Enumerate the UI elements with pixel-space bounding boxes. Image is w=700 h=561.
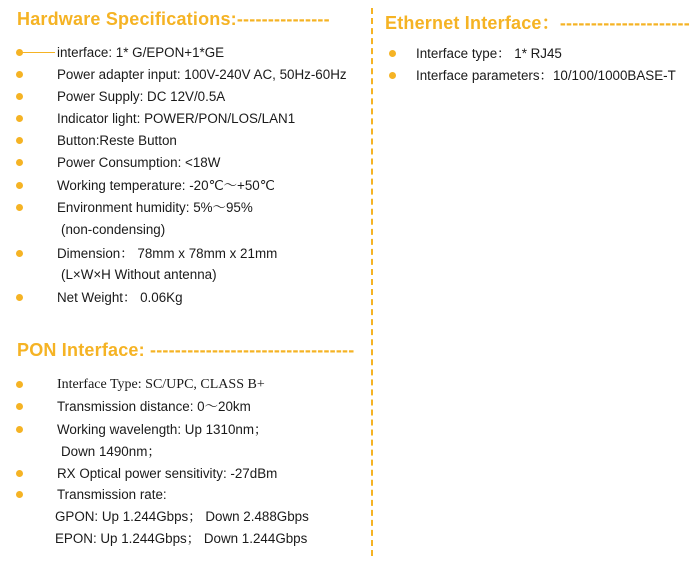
- leader-line: [22, 52, 55, 53]
- bullet-icon: [16, 426, 23, 433]
- ethernet-interface-type: Interface type： 1* RJ45: [416, 46, 562, 61]
- bullet-icon: [16, 115, 23, 122]
- spec-interface: interface: 1* G/EPON+1*GE: [57, 45, 225, 60]
- spec-dimension-note: (L×W×H Without antenna): [61, 267, 217, 282]
- bullet-icon: [16, 204, 23, 211]
- section-divider: [371, 8, 373, 556]
- spec-net-weight: Net Weight： 0.06Kg: [57, 290, 183, 305]
- bullet-icon: [389, 50, 396, 57]
- bullet-icon: [389, 72, 396, 79]
- pon-gpon-rate: GPON: Up 1.244Gbps； Down 2.488Gbps: [55, 509, 309, 524]
- ethernet-title: Ethernet Interface：---------------------: [385, 13, 690, 33]
- spec-power-consumption: Power Consumption: <18W: [57, 155, 221, 170]
- spec-humidity-note: (non-condensing): [61, 222, 166, 237]
- pon-wavelength-down: Down 1490nm；: [61, 444, 161, 459]
- bullet-icon: [16, 381, 23, 388]
- ethernet-interface-params: Interface parameters：10/100/1000BASE-T: [416, 68, 676, 83]
- bullet-icon: [16, 294, 23, 301]
- bullet-icon: [16, 182, 23, 189]
- spec-button-text: Button:Reste Button: [57, 133, 177, 148]
- pon-title: PON Interface: ---------------------------------: [17, 340, 355, 360]
- pon-rx-sensitivity: RX Optical power sensitivity: -27dBm: [57, 466, 278, 481]
- spec-button: [57, 133, 177, 149]
- hardware-title: Hardware Specifications:---------------: [17, 9, 330, 29]
- spec-indicator: Indicator light: POWER/PON/LOS/LAN1: [57, 111, 296, 126]
- bullet-icon: [16, 403, 23, 410]
- bullet-icon: [16, 159, 23, 166]
- pon-interface-type: Interface Type: SC/UPC, CLASS B+: [57, 377, 265, 392]
- spec-working-temp: Working temperature: -20℃～+50℃: [57, 178, 275, 193]
- bullet-icon: [16, 71, 23, 78]
- pon-working-wavelength: Working wavelength: Up 1310nm；: [57, 422, 268, 437]
- spec-power-supply: Power Supply: DC 12V/0.5A: [57, 89, 226, 104]
- bullet-icon: [16, 491, 23, 498]
- spec-dimension: Dimension： 78mm x 78mm x 21mm: [57, 246, 278, 261]
- bullet-icon: [16, 250, 23, 257]
- pon-transmission-distance: Transmission distance: 0～20km: [57, 399, 251, 414]
- bullet-icon: [16, 137, 23, 144]
- pon-transmission-rate: Transmission rate:: [57, 487, 167, 502]
- spec-power-adapter: Power adapter input: 100V-240V AC, 50Hz-60Hz: [57, 67, 347, 82]
- bullet-icon: [16, 49, 23, 56]
- bullet-icon: [16, 470, 23, 477]
- spec-humidity: Environment humidity: 5%～95%: [57, 200, 253, 215]
- pon-epon-rate: EPON: Up 1.244Gbps； Down 1.244Gbps: [55, 531, 308, 546]
- bullet-icon: [16, 93, 23, 100]
